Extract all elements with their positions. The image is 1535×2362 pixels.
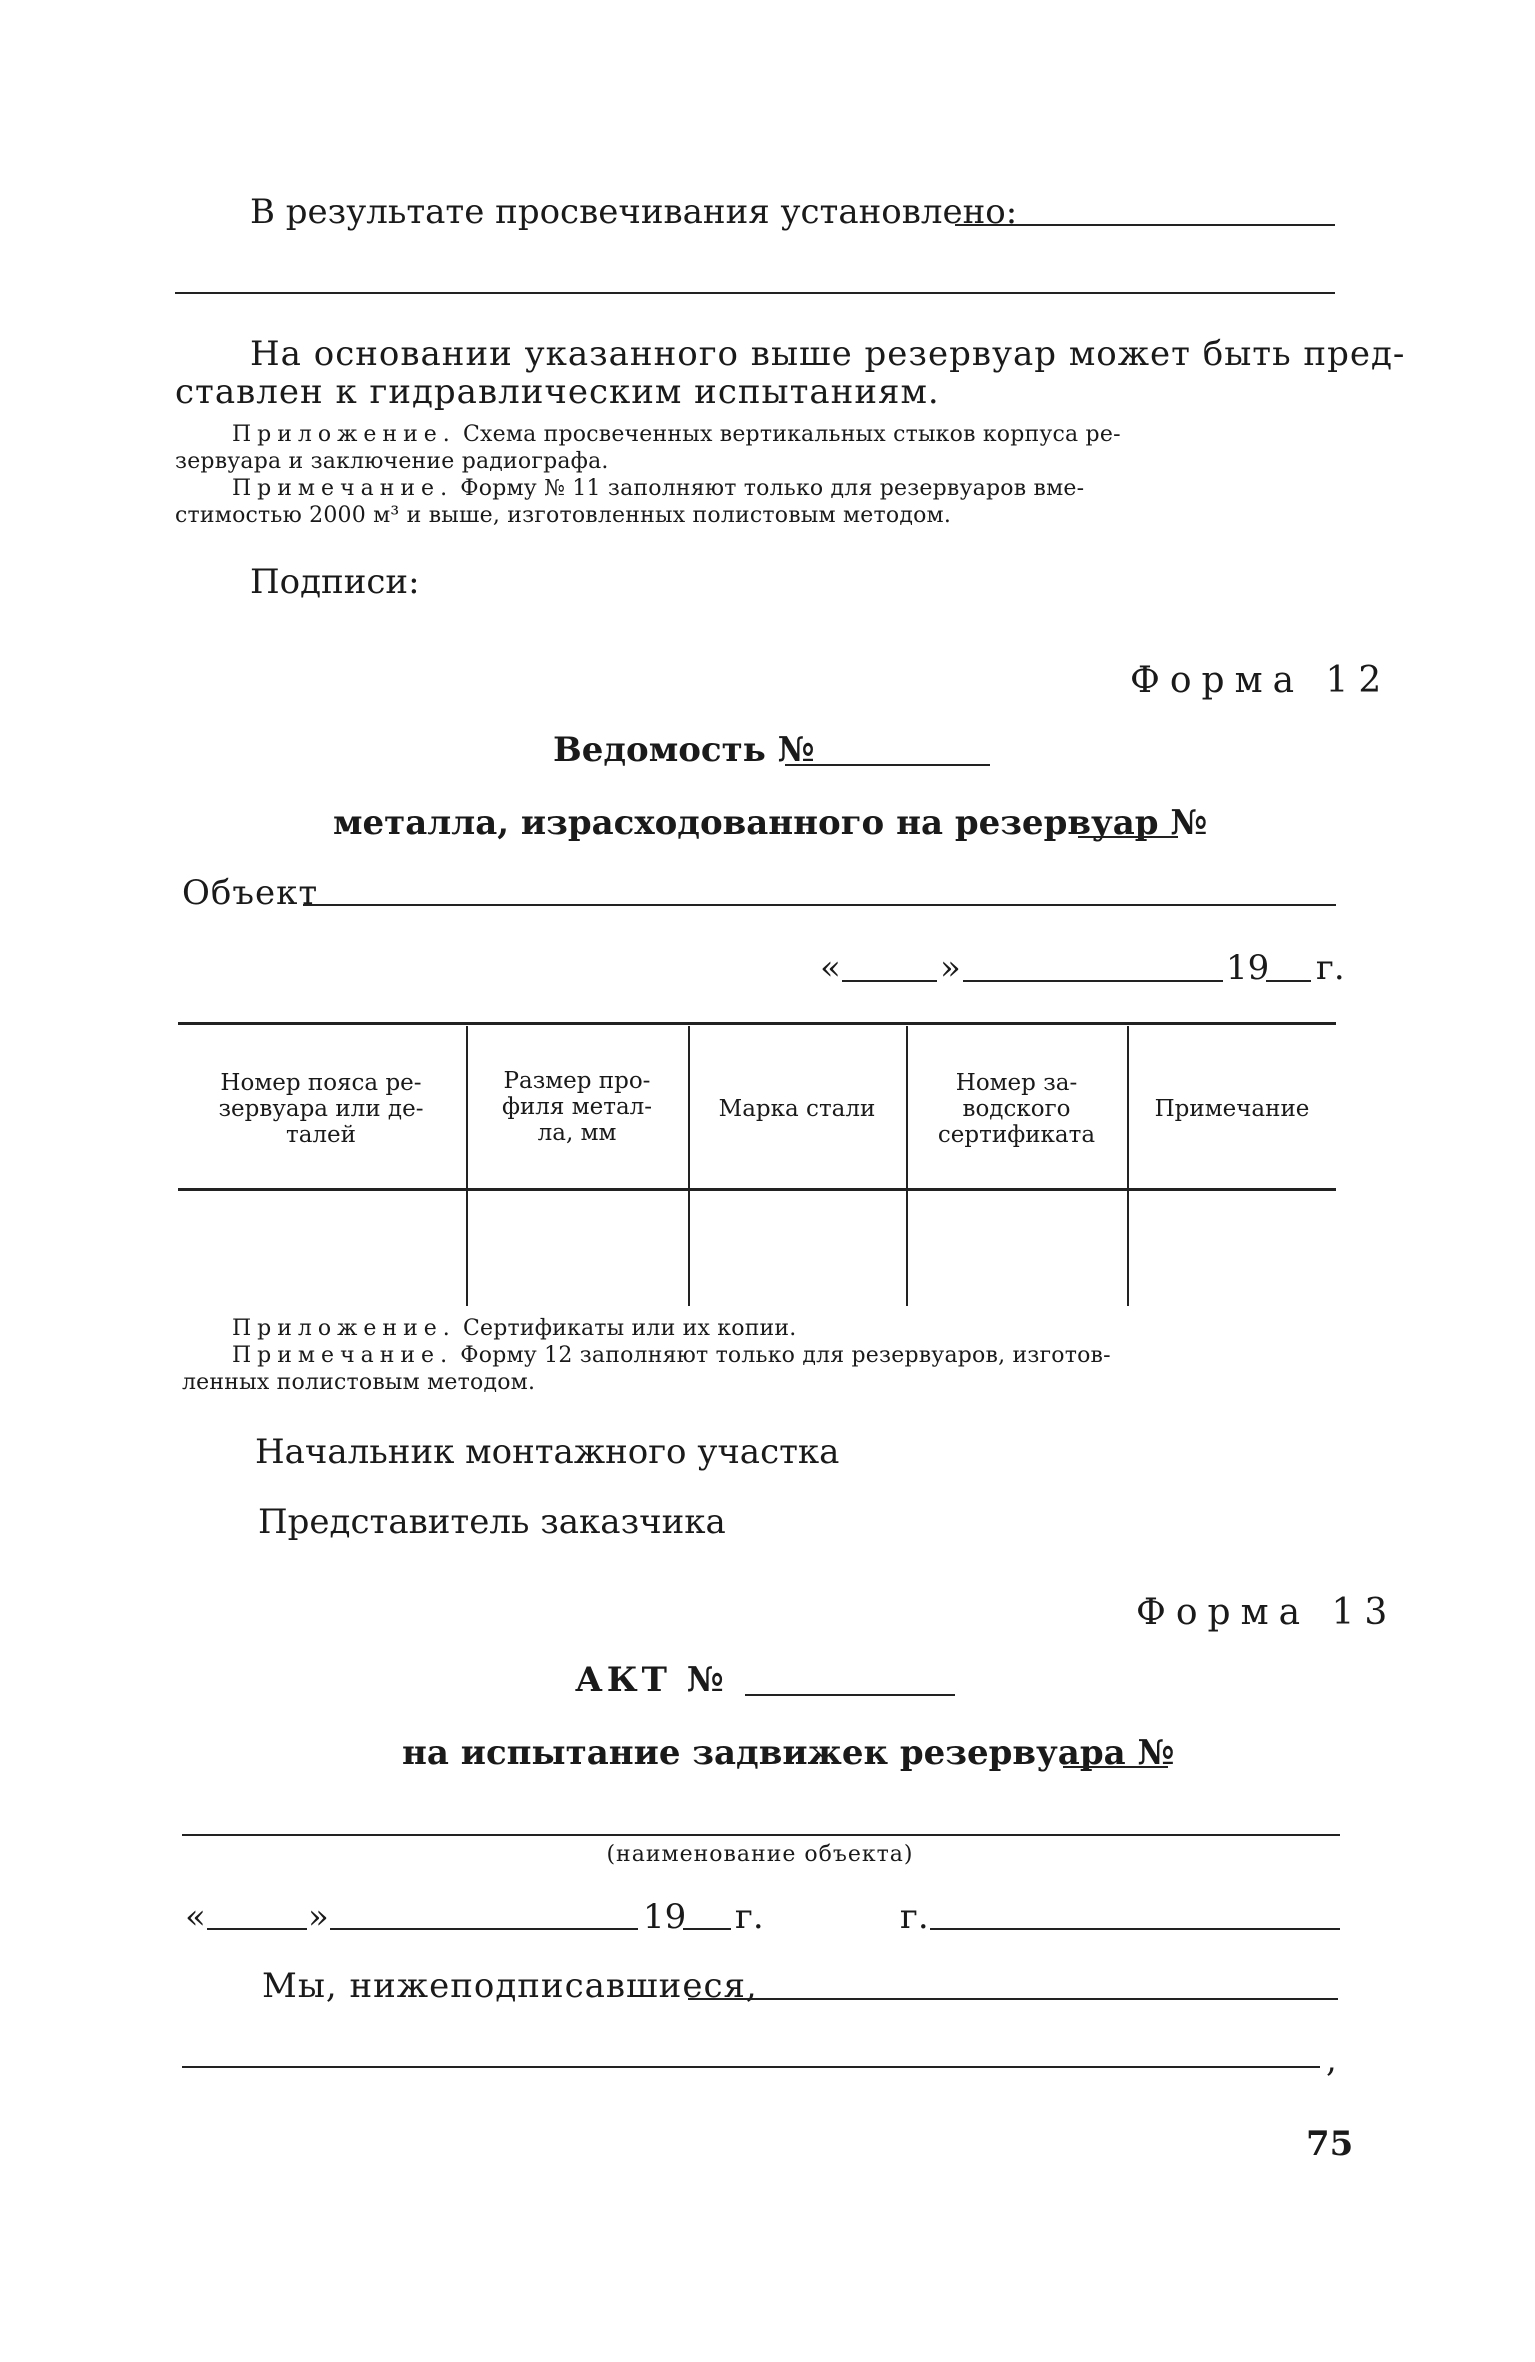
table-divider-4	[1127, 1026, 1129, 1306]
note-text-2: стимостью 2000 м³ и выше, изготовленных полистовым методом.	[175, 503, 952, 528]
undersigned-field[interactable]	[688, 1998, 1338, 2000]
act-year-field[interactable]	[683, 1928, 731, 1930]
form12-note-text-1: Форму 12 заполняют только для резервуаров, изготов-	[460, 1343, 1111, 1368]
date-open-quote: «	[820, 948, 841, 988]
header-note-line-1: Примечание	[1154, 1096, 1310, 1122]
statement-subtitle: металла, израсходованного на резервуар №	[333, 803, 1208, 843]
act-tank-number-field[interactable]	[1063, 1766, 1168, 1768]
header-belt-line-3: талей	[286, 1122, 356, 1148]
form-12-label: Форма 12	[1130, 660, 1392, 701]
form12-note-text-2: ленных полистовым методом.	[182, 1370, 536, 1395]
table-header-rule	[178, 1188, 1336, 1191]
basis-line-1: На основании указанного выше резервуар может быть пред-	[250, 334, 1406, 374]
trailing-comma: ,	[1326, 2040, 1337, 2080]
date-day-field[interactable]	[842, 980, 937, 982]
year-suffix: г.	[1316, 948, 1345, 988]
act-date-month-field[interactable]	[330, 1928, 638, 1930]
signatures-label: Подписи:	[250, 562, 420, 602]
result-field-line[interactable]	[955, 224, 1335, 226]
table-divider-3	[906, 1026, 908, 1306]
footnote-1	[232, 476, 1084, 501]
year-field[interactable]	[1266, 980, 1311, 982]
table-header-profile	[466, 1068, 688, 1146]
note-text-1: Форму № 11 заполняют только для резервуаров вме-	[460, 476, 1085, 501]
object-name-field[interactable]	[182, 1834, 1340, 1836]
header-profile-line-1: Размер про-	[503, 1068, 651, 1094]
table-top-rule	[178, 1022, 1336, 1025]
act-number-field[interactable]	[745, 1694, 955, 1696]
header-cert-line-1: Номер за-	[955, 1070, 1078, 1096]
appendix-text-1: Схема просвеченных вертикальных стыков корпуса ре-	[462, 422, 1121, 447]
act-year-prefix: 19	[643, 1897, 687, 1937]
note-label: Примечание.	[232, 476, 454, 501]
date-close-quote: »	[940, 948, 961, 988]
act-date-open-quote: «	[185, 1897, 206, 1937]
appendix-note-1	[232, 422, 1121, 447]
header-profile-line-3: ла, мм	[537, 1120, 617, 1146]
object-field[interactable]	[303, 904, 1336, 906]
header-belt-line-1: Номер пояса ре-	[220, 1070, 422, 1096]
page-number: 75	[1306, 2124, 1354, 2164]
basis-line-2: ставлен к гидравлическим испытаниям.	[175, 372, 940, 412]
header-steel-line-1: Марка стали	[718, 1096, 876, 1122]
form12-appendix	[232, 1316, 796, 1341]
form-13-label: Форма 13	[1136, 1592, 1398, 1633]
act-year-suffix: г.	[735, 1897, 764, 1937]
form12-note	[232, 1343, 1111, 1368]
statement-number-field[interactable]	[785, 764, 990, 766]
result-field-line-2[interactable]	[175, 292, 1335, 294]
object-label: Объект	[182, 873, 319, 913]
result-label: В результате просвечивания установлено:	[250, 192, 1018, 232]
act-subtitle: на испытание задвижек резервуара №	[402, 1733, 1175, 1773]
form12-note-label: Примечание.	[232, 1343, 454, 1368]
table-header-note	[1127, 1096, 1337, 1122]
signer-site-chief: Начальник монтажного участка	[255, 1432, 840, 1472]
undersigned-field-2[interactable]	[182, 2066, 1320, 2068]
statement-title: Ведомость №	[553, 730, 815, 770]
header-profile-line-2: филя метал-	[501, 1094, 653, 1120]
act-date-day-field[interactable]	[207, 1928, 307, 1930]
act-date-close-quote: »	[308, 1897, 329, 1937]
object-name-caption: (наименование объекта)	[606, 1842, 914, 1867]
header-cert-line-2: водского	[962, 1096, 1071, 1122]
act-title: АКТ №	[575, 1660, 728, 1700]
table-header-steel	[688, 1096, 906, 1122]
table-header-certificate	[906, 1070, 1127, 1148]
header-cert-line-3: сертификата	[937, 1122, 1096, 1148]
appendix-label: Приложение.	[232, 422, 456, 447]
tank-number-field[interactable]	[1078, 836, 1178, 838]
form12-appendix-text: Сертификаты или их копии.	[462, 1316, 797, 1341]
date-month-field[interactable]	[963, 980, 1223, 982]
signer-customer-rep: Представитель заказчика	[258, 1502, 726, 1542]
year-prefix: 19	[1226, 948, 1270, 988]
form12-appendix-label: Приложение.	[232, 1316, 456, 1341]
header-belt-line-2: зервуара или де-	[218, 1096, 424, 1122]
we-undersigned-label: Мы, нижеподписавшиеся,	[262, 1966, 758, 2006]
appendix-text-2: зервуара и заключение радиографа.	[175, 449, 609, 474]
city-field[interactable]	[930, 1928, 1340, 1930]
city-label: г.	[900, 1897, 929, 1937]
table-header-belt	[176, 1070, 466, 1148]
table-divider-2	[688, 1026, 690, 1306]
